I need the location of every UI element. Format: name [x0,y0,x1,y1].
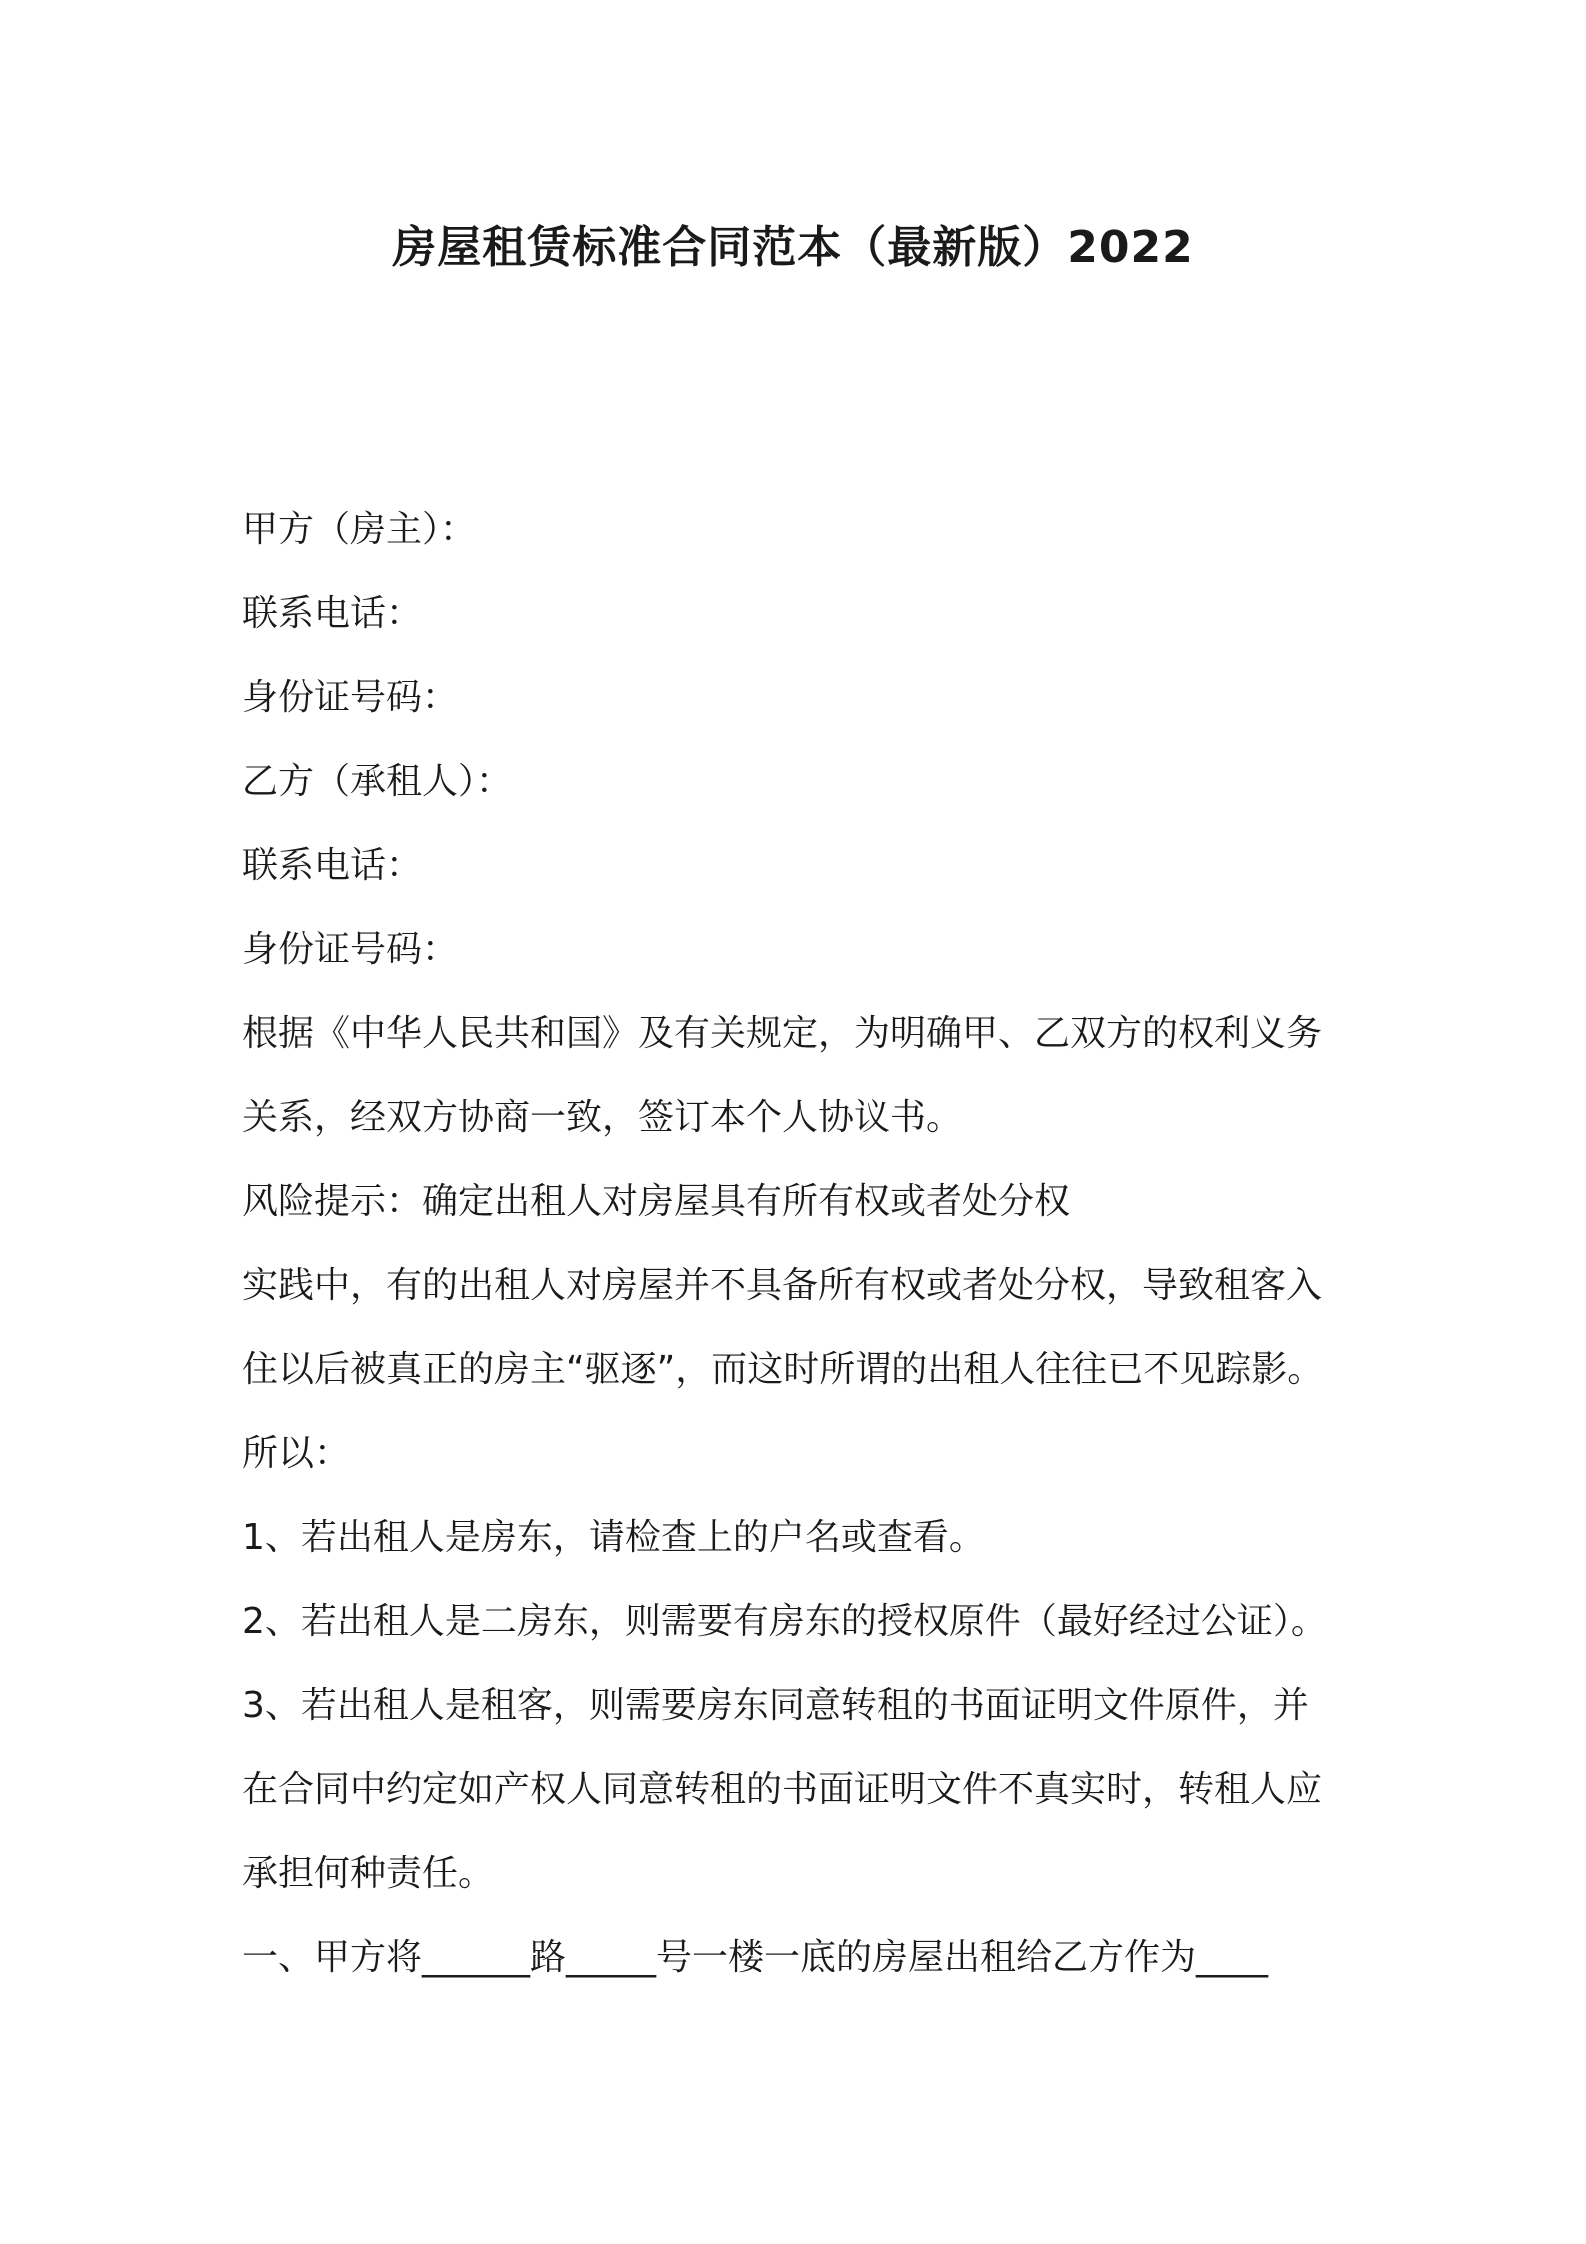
party-b-id-label: 身份证号码： [242,929,459,970]
risk-tip-heading: 风险提示：确定出租人对房屋具有所有权或者处分权 [242,1181,1071,1222]
party-a-phone-label: 联系电话： [242,593,423,634]
party-a-label: 甲方（房主）： [242,509,477,550]
preamble-line-2: 关系，经双方协商一致，签订本个人协议书。 [242,1097,963,1138]
risk-tip-line-1: 实践中，有的出租人对房屋并不具备所有权或者处分权，导致租客入 [242,1265,1323,1306]
document-title: 房屋租赁标准合同范本（最新版）2022 [392,222,1194,273]
list-item-2: 2、若出租人是二房东，则需要有房东的授权原件（最好经过公证）。 [242,1601,1327,1642]
document-body [242,488,1392,2000]
list-item-3-line-3: 承担何种责任。 [242,1853,495,1894]
list-item-1: 1、若出租人是房东，请检查上的户名或查看。 [242,1517,985,1558]
preamble-line-1: 根据《中华人民共和国》及有关规定，为明确甲、乙双方的权利义务 [242,1013,1323,1054]
party-b-label: 乙方（承租人）： [242,761,513,802]
party-a-id-label: 身份证号码： [242,677,459,718]
list-item-3-line-2: 在合同中约定如产权人同意转租的书面证明文件不真实时，转租人应 [242,1769,1323,1810]
risk-tip-line-2: 住以后被真正的房主“驱逐”，而这时所谓的出租人往往已不见踪影。 [242,1349,1324,1390]
party-b-phone-label: 联系电话： [242,845,423,886]
clause-1-line-1: 一、甲方将______路_____号一楼一底的房屋出租给乙方作为____ [242,1937,1269,1978]
therefore-label: 所以： [242,1433,351,1474]
list-item-3-line-1: 3、若出租人是租客，则需要房东同意转租的书面证明文件原件，并 [242,1685,1309,1726]
